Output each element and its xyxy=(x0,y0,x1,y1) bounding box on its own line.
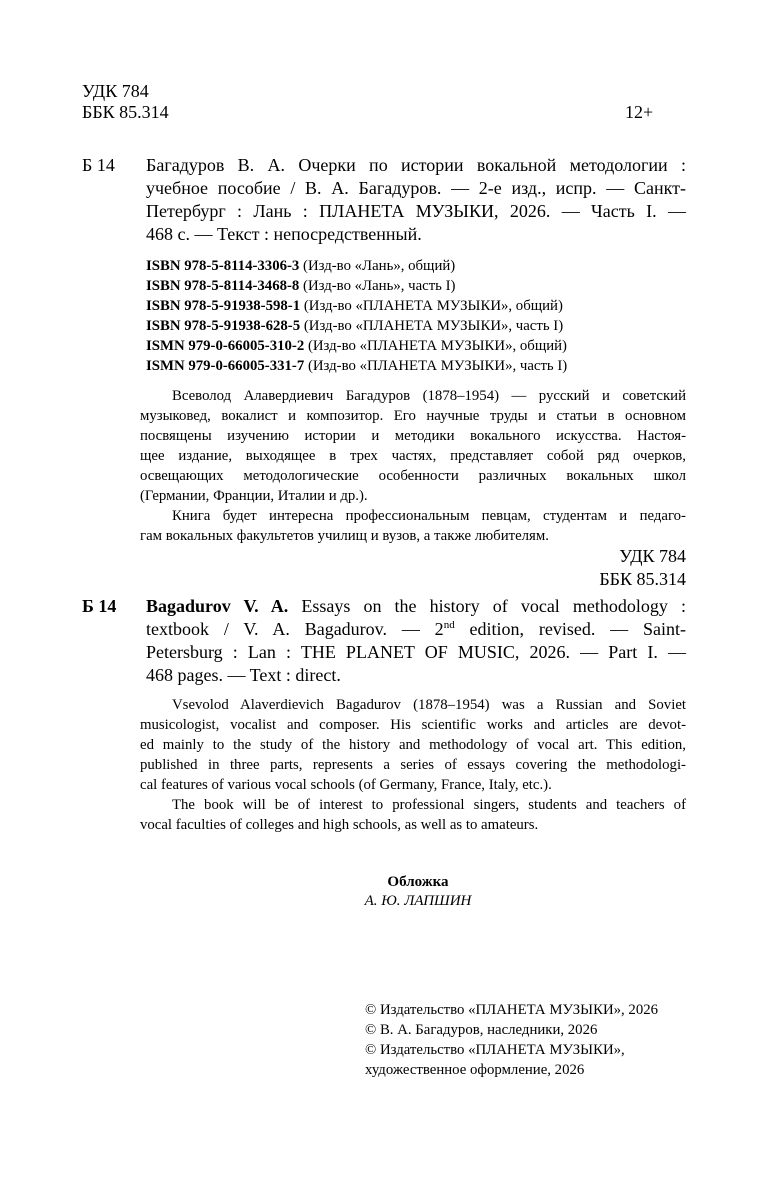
copyright-line: © Издательство «ПЛАНЕТА МУЗЫКИ», xyxy=(365,1042,625,1058)
ru-annotation-line: Всеволод Алавердиевич Багадуров (1878–1954) — русский и советский xyxy=(172,388,686,404)
ismn-entry xyxy=(146,336,567,356)
isbn-note: (Изд-во «Лань», общий) xyxy=(303,258,456,274)
en-annotation xyxy=(140,695,686,837)
isbn-note: (Изд-во «ПЛАНЕТА МУЗЫКИ», часть I) xyxy=(303,318,564,334)
author-mark: Б 14 xyxy=(82,155,115,175)
isbn-note: (Изд-во «ПЛАНЕТА МУЗЫКИ», общий) xyxy=(303,298,563,314)
ru-description-line: Багадуров В. А. Очерки по истории вокальной методологии : xyxy=(146,155,686,175)
en-annotation-line: ed mainly to the study of the history and methodology of vocal art. This edition, xyxy=(140,737,686,753)
ru-annotation xyxy=(140,386,686,548)
isbn-number: ISBN 978-5-91938-598-1 xyxy=(146,298,301,314)
en-edition-text: textbook / V. A. Bagadurov. — 2 xyxy=(146,619,444,639)
ismn-note: (Изд-во «ПЛАНЕТА МУЗЫКИ», общий) xyxy=(307,338,567,354)
en-description-line xyxy=(146,595,686,617)
ismn-entry xyxy=(146,356,567,376)
en-title: Essays on the history of vocal methodology : xyxy=(301,596,686,616)
en-description-line: Petersburg : Lan : THE PLANET OF MUSIC, 2026. — Part I. — xyxy=(146,642,686,662)
en-description-line xyxy=(146,618,686,640)
ru-annotation-line: освещающих методологические особенности различных вокальных школ xyxy=(140,468,686,484)
ismn-number: ISMN 979-0-66005-331-7 xyxy=(146,358,305,374)
bbk-code-repeat: ББК 85.314 xyxy=(599,569,686,589)
en-annotation-line: The book will be of interest to professional singers, students and teachers of xyxy=(172,797,686,813)
bbk-code: ББК 85.314 xyxy=(82,102,169,122)
age-rating: 12+ xyxy=(625,102,654,122)
ismn-note: (Изд-во «ПЛАНЕТА МУЗЫКИ», часть I) xyxy=(307,358,568,374)
udk-code: УДК 784 xyxy=(82,81,149,101)
en-edition-sup: nd xyxy=(443,619,455,631)
en-edition-text-rest: edition, revised. — Saint- xyxy=(469,619,687,639)
en-annotation-line: published in three parts, represents a series of essays covering the methodologi- xyxy=(140,757,686,773)
en-annotation-line: vocal faculties of colleges and high schools, as well as to amateurs. xyxy=(140,817,539,833)
ru-annotation-line: посвящены изучению истории и методики вокального искусства. Настоя- xyxy=(140,428,686,444)
ru-annotation-line: гам вокальных факультетов училищ и вузов, а также любителям. xyxy=(140,528,549,544)
isbn-number: ISBN 978-5-8114-3468-8 xyxy=(146,278,300,294)
ru-annotation-line: музыковед, вокалист и композитор. Его научные труды и статьи в основном xyxy=(140,408,686,424)
ru-description-line: учебное пособие / В. А. Багадуров. — 2-е изд., испр. — Санкт- xyxy=(146,178,686,198)
isbn-note: (Изд-во «Лань», часть I) xyxy=(303,278,456,294)
isbn-entry xyxy=(146,296,563,316)
cover-artist: А. Ю. ЛАПШИН xyxy=(364,893,472,909)
udk-code-repeat: УДК 784 xyxy=(619,546,686,566)
en-author-name: Bagadurov V. A. xyxy=(146,596,289,616)
en-annotation-line: cal features of various vocal schools (of Germany, France, Italy, etc.). xyxy=(140,777,552,793)
ru-description-line: Петербург : Лань : ПЛАНЕТА МУЗЫКИ, 2026. — Часть I. — xyxy=(146,201,686,221)
en-description-line: 468 pages. — Text : direct. xyxy=(146,665,341,685)
ru-annotation-line: щее издание, выходящее в трех частях, представляет собой ряд очерков, xyxy=(140,448,686,464)
copyright-line: © В. А. Багадуров, наследники, 2026 xyxy=(365,1022,598,1038)
ismn-number: ISMN 979-0-66005-310-2 xyxy=(146,338,305,354)
copyright-line: художественное оформление, 2026 xyxy=(365,1062,585,1078)
isbn-number: ISBN 978-5-8114-3306-3 xyxy=(146,258,300,274)
isbn-entry xyxy=(146,276,455,296)
copyright-block xyxy=(365,1000,705,1080)
en-annotation-line: musicologist, vocalist and composer. His scientific works and articles are devot- xyxy=(140,717,686,733)
ru-annotation-line: (Германии, Франции, Италии и др.). xyxy=(140,488,368,504)
ru-bibliographic-description xyxy=(146,154,686,244)
en-author-mark: Б 14 xyxy=(82,596,117,616)
en-annotation-line: Vsevolod Alaverdievich Bagadurov (1878–1954) was a Russian and Soviet xyxy=(172,697,686,713)
isbn-entry xyxy=(146,256,455,276)
en-bibliographic-description xyxy=(146,595,686,685)
isbn-number: ISBN 978-5-91938-628-5 xyxy=(146,318,301,334)
ru-description-line: 468 с. — Текст : непосредственный. xyxy=(146,224,422,244)
copyright-line: © Издательство «ПЛАНЕТА МУЗЫКИ», 2026 xyxy=(365,1002,659,1018)
cover-heading: Обложка xyxy=(387,874,449,890)
ru-annotation-line: Книга будет интересна профессиональным певцам, студентам и педаго- xyxy=(172,508,686,524)
isbn-list xyxy=(146,256,686,380)
isbn-entry xyxy=(146,316,563,336)
